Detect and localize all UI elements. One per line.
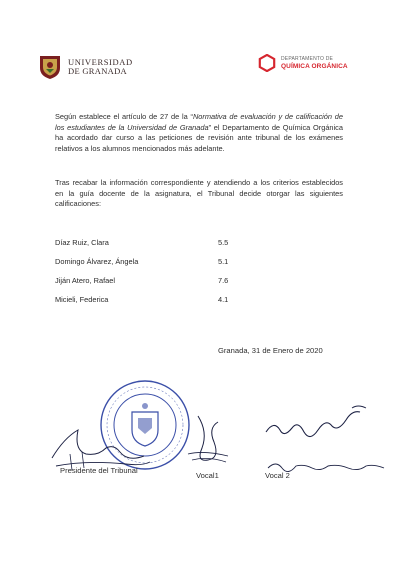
president-label: Presidente del Tribunal (60, 466, 138, 475)
university-name-line2: DE GRANADA (68, 66, 127, 76)
grade-row (55, 238, 315, 257)
department-logo (258, 54, 348, 72)
student-name: Díaz Ruiz, Clara (55, 238, 109, 247)
student-name: Jiján Atero, Rafael (55, 276, 115, 285)
student-name: Domingo Álvarez, Ángela (55, 257, 139, 266)
department-name: QUÍMICA ORGÁNICA (281, 63, 348, 70)
student-grade: 4.1 (218, 295, 229, 304)
decision-paragraph: Tras recabar la información correspondiente y atendiendo a los criterios establecidos en la guía docente de la asignatura, el Tribunal decide otorgar las siguientes calificaciones: (55, 178, 343, 209)
hexagon-icon (258, 54, 276, 72)
grade-row (55, 276, 315, 295)
student-grade: 7.6 (218, 276, 229, 285)
vocal2-signature (262, 402, 372, 452)
intro-paragraph (55, 112, 343, 154)
vocal2-label: Vocal 2 (265, 471, 290, 480)
regulation-title: Normativa de evaluación y de calificación de los estudiantes de la Universidad de Granada (55, 112, 343, 132)
vocal1-label: Vocal1 (196, 471, 219, 480)
intro-text-start: Según establece el artículo de 27 de la “ (55, 112, 193, 121)
intro-text-end: ” el Departamento de Química Orgánica ha acordado dar curso a las peticiones de revisión ante tribunal de los exámenes relativos a los alumnos mencionados más adelante. (55, 122, 343, 153)
grade-row (55, 295, 315, 314)
place-and-date: Granada, 31 de Enero de 2020 (218, 346, 323, 355)
grades-list (55, 238, 315, 314)
student-grade: 5.1 (218, 257, 229, 266)
department-label: DEPARTAMENTO DE (281, 56, 334, 62)
university-name-line1: UNIVERSIDAD (68, 57, 133, 67)
student-grade: 5.5 (218, 238, 229, 247)
university-shield-icon (38, 54, 62, 80)
vocal1-signature (178, 412, 238, 472)
university-logo (38, 54, 133, 80)
grade-row (55, 257, 315, 276)
student-name: Micieli, Federica (55, 295, 109, 304)
